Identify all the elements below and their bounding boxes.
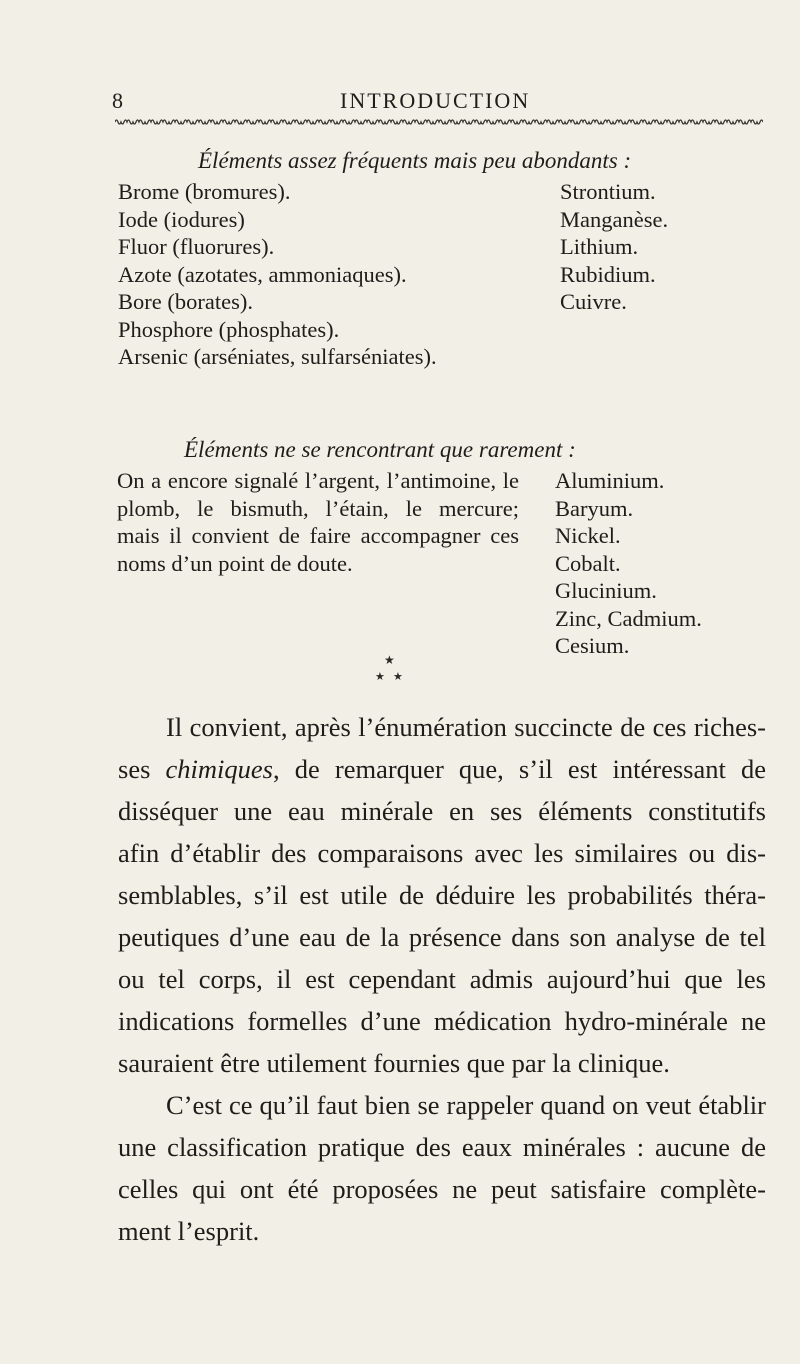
- list-item: Baryum.: [555, 495, 634, 521]
- body-line: C’est ce qu’il faut bien se rappeler quand on veut établir: [166, 1090, 766, 1120]
- body-line: semblables, s’il est utile de déduire les probabilités théra-: [118, 880, 766, 910]
- list-item: Strontium.: [560, 179, 656, 204]
- list-item: Lithium.: [560, 234, 639, 259]
- svg-text:★: ★: [384, 653, 395, 667]
- frequent-elements-left-list: [118, 178, 437, 371]
- body-text-run: ses: [118, 754, 166, 784]
- body-line: celles qui ont été proposées ne peut satisfaire complète-: [118, 1174, 766, 1204]
- body-line: sauraient être utilement fournies que par la clinique.: [118, 1048, 670, 1078]
- page-number: 8: [112, 88, 124, 113]
- list-item: Rubidium.: [560, 261, 656, 287]
- rare-elements-note: [117, 467, 519, 577]
- list-item: Cuivre.: [560, 289, 627, 314]
- body-line: peutiques d’une eau de la présence dans son analyse de tel: [118, 922, 766, 952]
- list-item: Brome (bromures).: [118, 179, 291, 204]
- page-header: [112, 88, 756, 118]
- note-line: noms d’un point de doute.: [117, 550, 353, 576]
- body-line: Il convient, après l’énumération succincte de ces riches-: [166, 712, 766, 742]
- list-item: Cobalt.: [555, 550, 621, 576]
- body-line: [118, 748, 766, 790]
- list-item: Fluor (fluorures).: [118, 234, 275, 259]
- wavy-rule-ornament: [115, 116, 763, 128]
- emphasis-chimiques: chimiques: [165, 754, 273, 784]
- body-line: disséquer une eau minérale en ses éléments constitutifs: [118, 796, 766, 826]
- note-line: mais il convient de faire accompagner ces: [117, 523, 519, 548]
- list-item: Cesium.: [555, 633, 630, 658]
- list-item: Phosphore (phosphates).: [118, 316, 340, 342]
- list-item: Bore (borates).: [118, 289, 253, 314]
- body-line: afin d’établir des comparaisons avec les similaires ou dis-: [118, 838, 766, 868]
- svg-text:★: ★: [393, 670, 403, 683]
- list-item: Azote (azotates, ammoniaques).: [118, 261, 407, 287]
- body-line: une classification pratique des eaux minérales : aucune de: [118, 1132, 766, 1162]
- body-line: ou tel corps, il est cependant admis aujourd’hui que les: [118, 964, 766, 994]
- section-heading-rare: Éléments ne se rencontrant que rarement :: [184, 437, 576, 462]
- list-item: Nickel.: [555, 523, 621, 548]
- list-item: Zinc, Cadmium.: [555, 605, 702, 631]
- rare-elements-right-list: [555, 467, 702, 660]
- body-line: indications formelles d’une médication hydro-minérale ne: [118, 1006, 766, 1036]
- list-item: Aluminium.: [555, 468, 665, 493]
- list-item: Manganèse.: [560, 206, 669, 232]
- list-item: Iode (iodures): [118, 206, 245, 232]
- note-line: On a encore signalé l’argent, l’antimoine, le: [117, 468, 519, 493]
- note-line: plomb, le bismuth, l’étain, le mercure;: [117, 495, 519, 521]
- asterism-separator: [372, 652, 408, 684]
- list-item: Arsenic (arséniates, sulfarséniates).: [118, 344, 437, 369]
- running-title: INTRODUCTION: [340, 88, 531, 113]
- section-heading-frequent: Éléments assez fréquents mais peu abondants :: [198, 148, 632, 173]
- frequent-elements-right-list: [560, 178, 668, 316]
- main-paragraphs: [118, 706, 766, 1252]
- body-line: ment l’esprit.: [118, 1216, 260, 1246]
- body-text-run: , de remarquer que, s’il est intéressant de: [272, 754, 766, 784]
- svg-text:★: ★: [375, 670, 385, 683]
- list-item: Glucinium.: [555, 578, 657, 603]
